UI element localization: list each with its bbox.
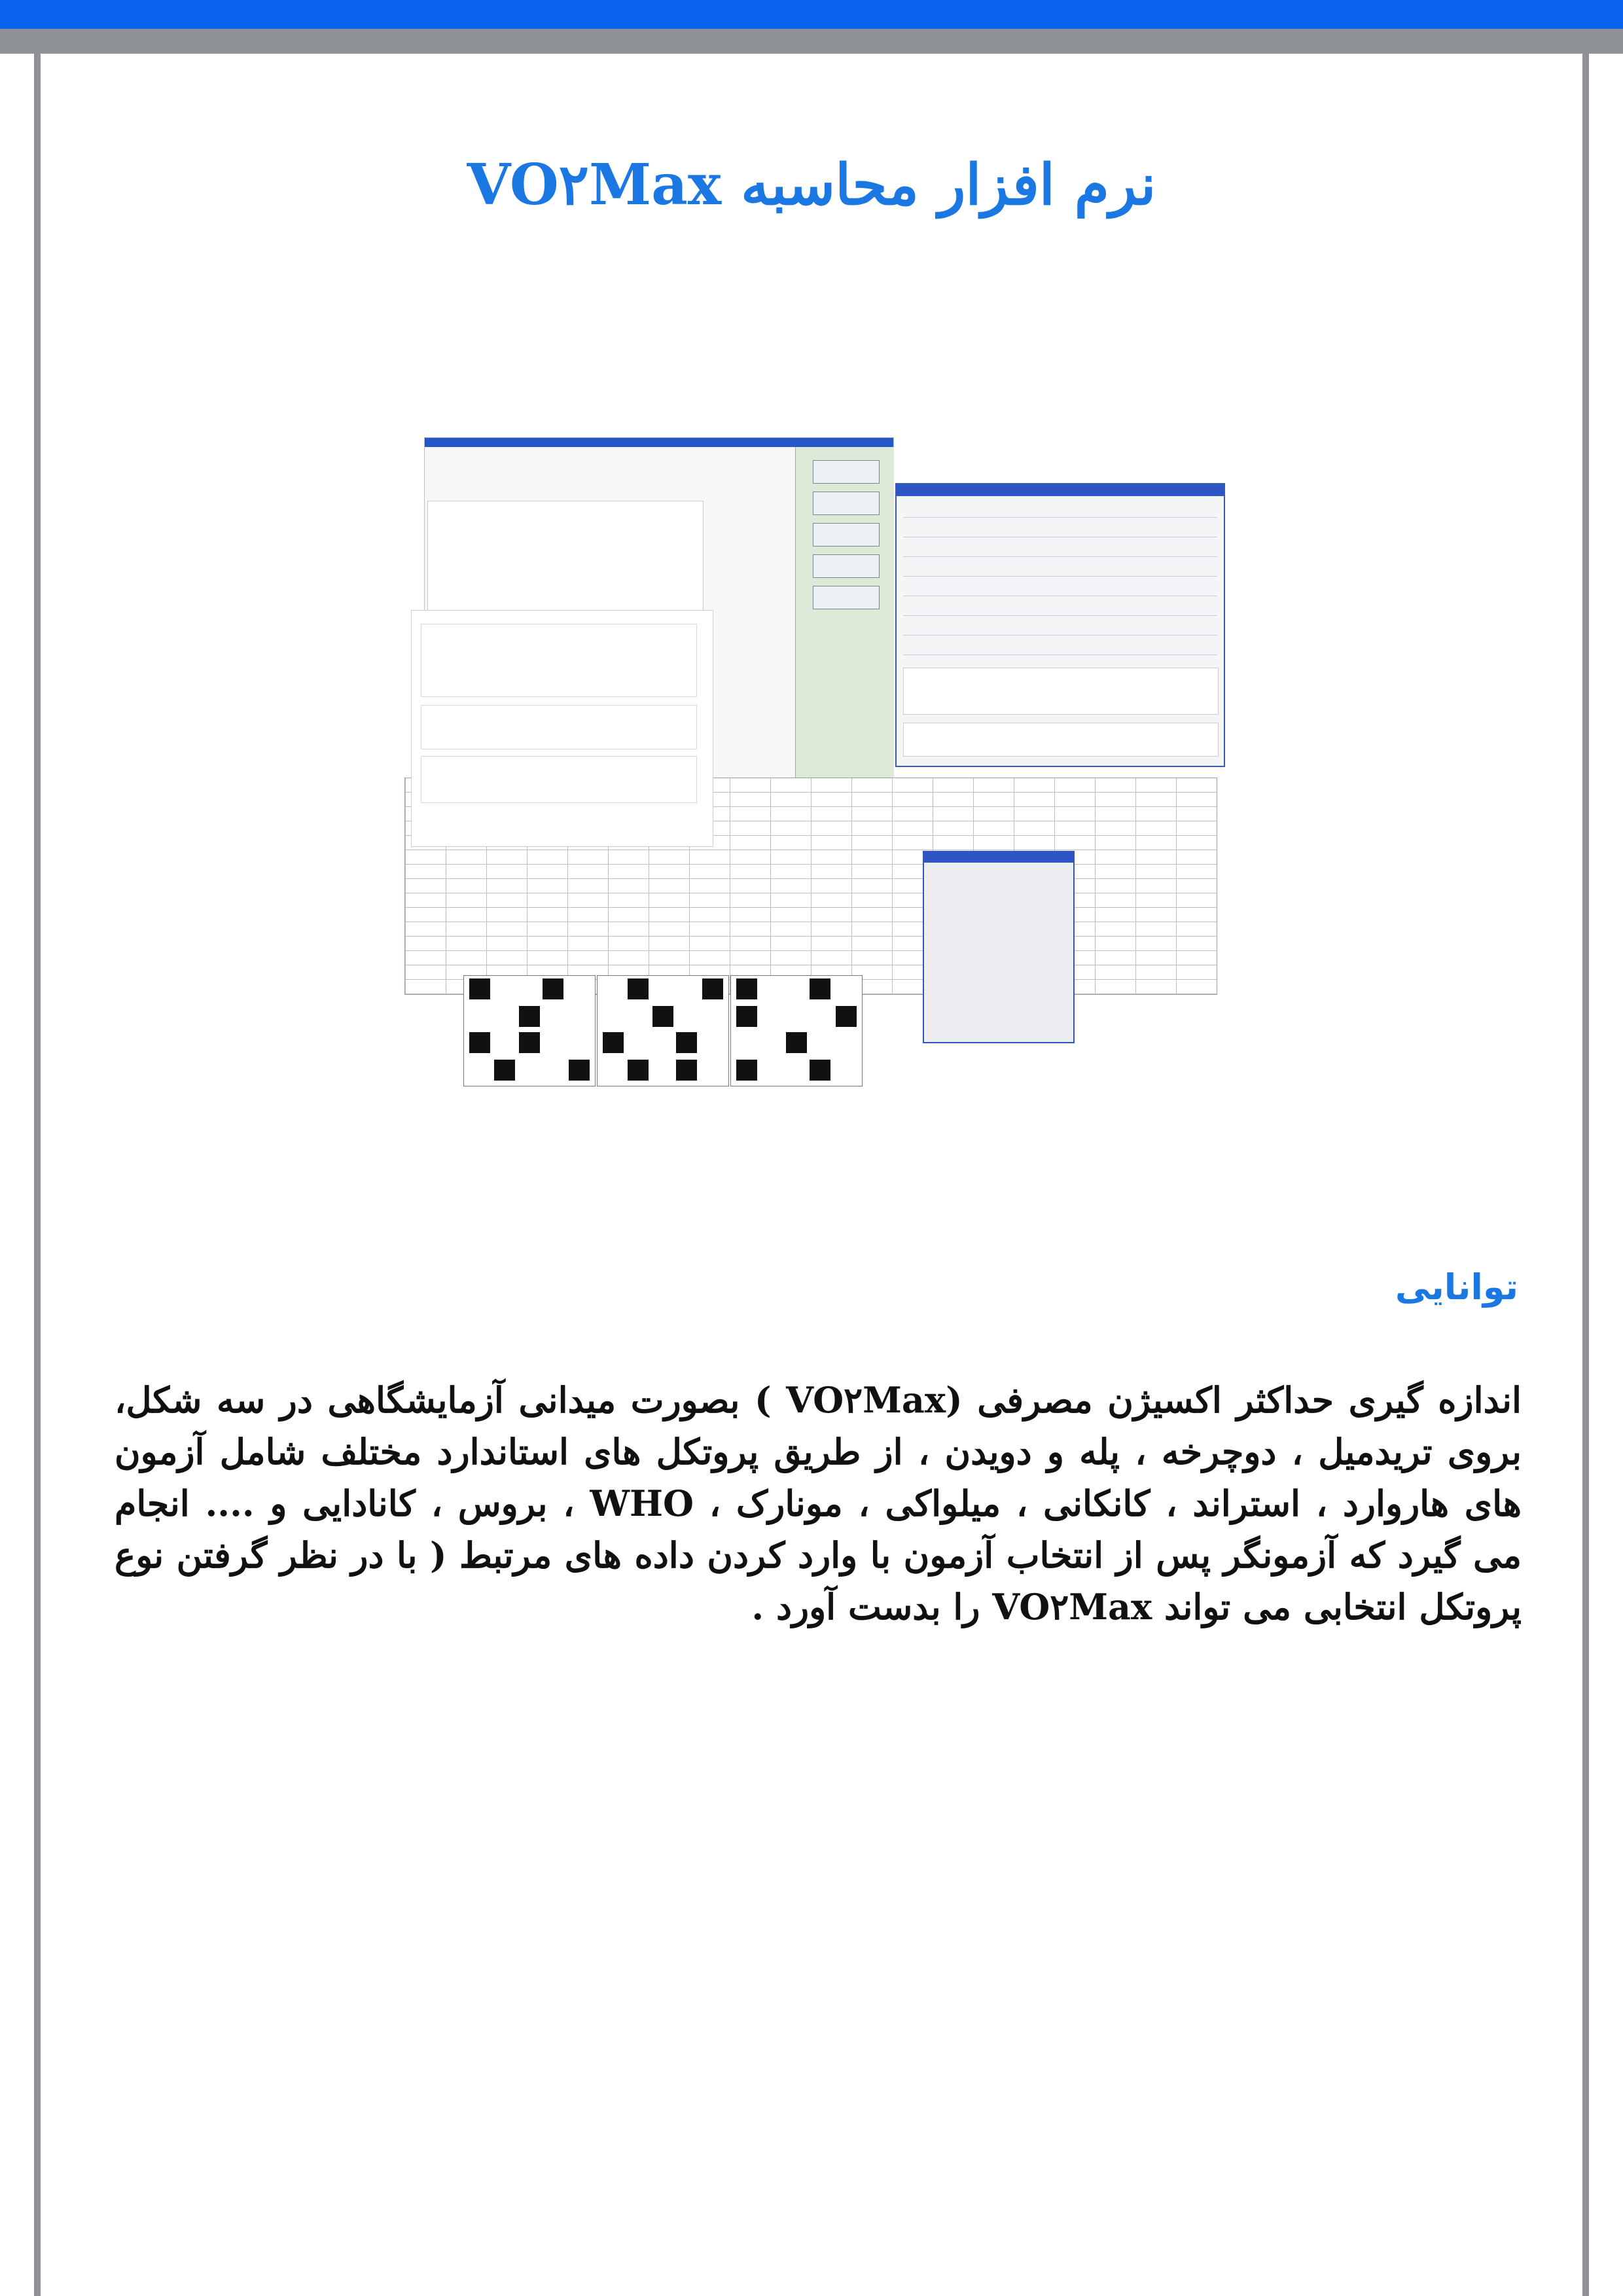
grid-cell [628,1060,649,1081]
grid-cell [519,1006,540,1027]
grid-cell [736,1060,757,1081]
software-screenshot-collage [424,437,1222,1085]
description-paragraph: اندازه گیری حداکثر اکسیژن مصرفی (VO۲Max ) بصورت میدانی آزمایشگاهی در سه شکل، بروی تریدمیل ، دوچرخه ، پله و دویدن ، از طریق پروتکل های استاندارد مختلف شامل آزمون های هاروارد ، استراند ، کانکانی ، میلواکی ، مونارک ، WHO ، بروس ، کانادایی و .... انجام می گیرد که آزمونگر پس از انتخاب آزمون با وارد کردن داده های مرتبط ( با در نظر گرفتن نوع پروتکل انتخابی می تواند VO۲Max را بدست آورد . [115,1379,1522,1628]
top-blue-bar [0,0,1623,29]
grid-cell [736,978,757,999]
dialog-row [903,511,1217,518]
grid-cell [569,1060,590,1081]
grid-cell [702,978,723,999]
side-menu-button [813,492,880,515]
page-title: نرم افزار محاسبه VO۲Max [467,152,1156,218]
right-frame-border [1582,54,1589,2296]
dialog-notes-box [903,723,1219,757]
sequence-grid-image [730,975,863,1086]
grid-cell [676,1060,697,1081]
test-settings-screenshot [411,610,713,847]
grid-cell [519,1032,540,1053]
dialog-row [903,609,1217,616]
grid-cell [652,1006,673,1027]
training-type-group [421,705,697,749]
sequence-grid-image [597,975,729,1086]
side-menu-button [813,586,880,609]
dialog-notes-box [903,668,1219,715]
grid-cell [786,1032,807,1053]
dialog-row [903,550,1217,557]
grid-cell [676,1032,697,1053]
grid-cell [628,978,649,999]
excel-export-dialog-screenshot [923,851,1075,1043]
dialog-row [903,628,1217,636]
dialog-row [903,569,1217,577]
window-titlebar [425,438,893,447]
grid-cell [543,978,563,999]
sequence-grid-image [463,975,596,1086]
dialog-row [903,530,1217,537]
section-heading: توانایی [1395,1266,1518,1308]
grid-cell [736,1006,757,1027]
grid-cell [469,1032,490,1053]
side-menu-button [813,554,880,578]
ear-order-group [421,756,697,803]
dialog-titlebar [924,852,1073,863]
dialog-titlebar [897,484,1224,496]
test-type-group [421,624,697,697]
dialog-row [903,589,1217,596]
subject-info-panel [427,501,704,617]
side-menu-button [813,523,880,547]
grid-cell [469,978,490,999]
side-menu-button [813,460,880,484]
grid-cell [494,1060,515,1081]
dialog-row [903,648,1217,655]
grid-cell [810,978,830,999]
top-gray-bar [0,29,1623,54]
grid-cell [603,1032,624,1053]
grid-cell [836,1006,857,1027]
settings-dialog-screenshot [895,483,1225,767]
side-menu-panel [795,447,894,785]
grid-cell [810,1060,830,1081]
left-frame-border [34,54,41,2296]
